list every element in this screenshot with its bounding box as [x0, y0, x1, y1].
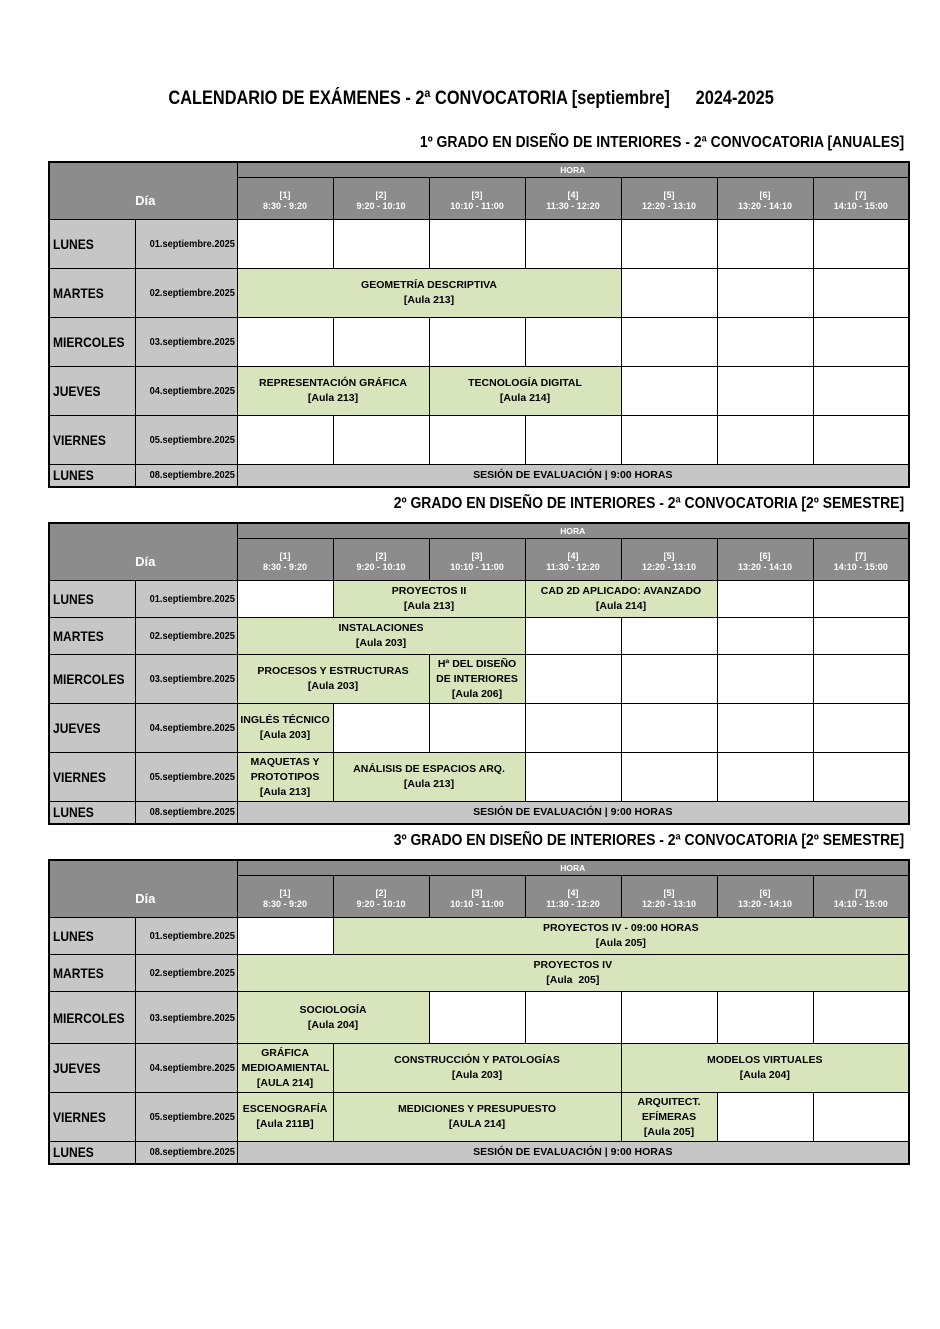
- empty-slot: [621, 655, 717, 704]
- slot-header: [2] 9:20 - 10:10: [333, 178, 429, 220]
- day-name: JUEVES: [49, 704, 135, 753]
- exam-cell: MEDICIONES Y PRESUPUESTO [AULA 214]: [333, 1093, 621, 1142]
- table-row: [49, 318, 909, 367]
- exam-cell: PROYECTOS IV [Aula 205]: [237, 955, 909, 992]
- day-name: LUNES: [49, 220, 135, 269]
- title-year: 2024-2025: [695, 88, 774, 109]
- slot-header: [7] 14:10 - 15:00: [813, 539, 909, 581]
- day-date: 04.septiembre.2025: [135, 1044, 237, 1093]
- day-date: 05.septiembre.2025: [135, 1093, 237, 1142]
- section-title-3: 3º GRADO EN DISEÑO DE INTERIORES - 2ª CONVOCATORIA [2º SEMESTRE]: [393, 832, 904, 849]
- day-date: 03.septiembre.2025: [135, 992, 237, 1044]
- empty-slot: [621, 269, 717, 318]
- exam-cell: MAQUETAS Y PROTOTIPOS [Aula 213]: [237, 753, 333, 802]
- hora-header: HORA: [237, 523, 909, 539]
- empty-slot: [621, 753, 717, 802]
- table-row: [49, 581, 909, 618]
- exam-cell: Hª DEL DISEÑO DE INTERIORES [Aula 206]: [429, 655, 525, 704]
- exam-cell: INSTALACIONES [Aula 203]: [237, 618, 525, 655]
- empty-slot: [525, 416, 621, 465]
- day-date: 08.septiembre.2025: [135, 802, 237, 824]
- empty-slot: [717, 618, 813, 655]
- empty-slot: [333, 318, 429, 367]
- slot-header: [5] 12:20 - 13:10: [621, 876, 717, 918]
- empty-slot: [813, 416, 909, 465]
- slot-header: [4] 11:30 - 12:20: [525, 539, 621, 581]
- empty-slot: [813, 1093, 909, 1142]
- day-name: MARTES: [49, 618, 135, 655]
- hora-header: HORA: [237, 860, 909, 876]
- exam-cell: PROYECTOS IV - 09:00 HORAS [Aula 205]: [333, 918, 909, 955]
- day-name: LUNES: [49, 802, 135, 824]
- empty-slot: [717, 318, 813, 367]
- empty-slot: [237, 416, 333, 465]
- empty-slot: [621, 992, 717, 1044]
- empty-slot: [237, 220, 333, 269]
- table-row: [49, 1142, 909, 1164]
- empty-slot: [237, 318, 333, 367]
- day-date: 02.septiembre.2025: [135, 269, 237, 318]
- day-name: MIERCOLES: [49, 318, 135, 367]
- empty-slot: [813, 618, 909, 655]
- slot-header: [7] 14:10 - 15:00: [813, 178, 909, 220]
- table-row: [49, 1044, 909, 1093]
- slot-header: [6] 13:20 - 14:10: [717, 539, 813, 581]
- empty-slot: [621, 318, 717, 367]
- empty-slot: [717, 655, 813, 704]
- table-row: [49, 465, 909, 487]
- empty-slot: [813, 704, 909, 753]
- day-date: 08.septiembre.2025: [135, 465, 237, 487]
- table-row: [49, 655, 909, 704]
- day-name: LUNES: [49, 1142, 135, 1164]
- table-row: [49, 1093, 909, 1142]
- slot-header: [2] 9:20 - 10:10: [333, 876, 429, 918]
- day-name: LUNES: [49, 918, 135, 955]
- exam-cell: PROCESOS Y ESTRUCTURAS [Aula 203]: [237, 655, 429, 704]
- day-name: LUNES: [49, 581, 135, 618]
- evaluation-session: SESIÓN DE EVALUACIÓN | 9:00 HORAS: [237, 1142, 909, 1164]
- day-date: 02.septiembre.2025: [135, 618, 237, 655]
- empty-slot: [717, 416, 813, 465]
- empty-slot: [429, 704, 525, 753]
- empty-slot: [717, 581, 813, 618]
- empty-slot: [717, 269, 813, 318]
- table-row: [49, 367, 909, 416]
- slot-header: [6] 13:20 - 14:10: [717, 876, 813, 918]
- exam-cell: MODELOS VIRTUALES [Aula 204]: [621, 1044, 909, 1093]
- day-date: 08.septiembre.2025: [135, 1142, 237, 1164]
- empty-slot: [525, 704, 621, 753]
- day-name: JUEVES: [49, 1044, 135, 1093]
- schedule-table-3: [48, 859, 910, 1165]
- day-date: 03.septiembre.2025: [135, 318, 237, 367]
- day-date: 01.septiembre.2025: [135, 918, 237, 955]
- dia-header: Día: [49, 523, 237, 581]
- empty-slot: [621, 618, 717, 655]
- exam-cell: REPRESENTACIÓN GRÁFICA [Aula 213]: [237, 367, 429, 416]
- empty-slot: [813, 655, 909, 704]
- slot-header: [4] 11:30 - 12:20: [525, 876, 621, 918]
- slot-header: [4] 11:30 - 12:20: [525, 178, 621, 220]
- table-row: [49, 802, 909, 824]
- slot-header: [1] 8:30 - 9:20: [237, 876, 333, 918]
- day-name: MARTES: [49, 955, 135, 992]
- empty-slot: [621, 416, 717, 465]
- exam-cell: TECNOLOGÍA DIGITAL [Aula 214]: [429, 367, 621, 416]
- exam-cell: INGLÉS TÉCNICO [Aula 203]: [237, 704, 333, 753]
- slot-header: [3] 10:10 - 11:00: [429, 539, 525, 581]
- empty-slot: [525, 992, 621, 1044]
- empty-slot: [237, 918, 333, 955]
- empty-slot: [525, 655, 621, 704]
- day-date: 04.septiembre.2025: [135, 704, 237, 753]
- slot-header: [5] 12:20 - 13:10: [621, 539, 717, 581]
- empty-slot: [717, 220, 813, 269]
- day-name: VIERNES: [49, 753, 135, 802]
- exam-cell: ARQUITECT. EFÍMERAS [Aula 205]: [621, 1093, 717, 1142]
- empty-slot: [717, 704, 813, 753]
- slot-header: [6] 13:20 - 14:10: [717, 178, 813, 220]
- table-row: [49, 992, 909, 1044]
- empty-slot: [429, 220, 525, 269]
- exam-cell: CAD 2D APLICADO: AVANZADO [Aula 214]: [525, 581, 717, 618]
- day-name: MIERCOLES: [49, 992, 135, 1044]
- slot-header: [3] 10:10 - 11:00: [429, 876, 525, 918]
- empty-slot: [813, 367, 909, 416]
- empty-slot: [813, 581, 909, 618]
- day-date: 02.septiembre.2025: [135, 955, 237, 992]
- slot-header: [1] 8:30 - 9:20: [237, 539, 333, 581]
- table-row: [49, 220, 909, 269]
- empty-slot: [237, 581, 333, 618]
- exam-cell: GEOMETRÍA DESCRIPTIVA [Aula 213]: [237, 269, 621, 318]
- exam-cell: ANÁLISIS DE ESPACIOS ARQ. [Aula 213]: [333, 753, 525, 802]
- section-title-2: 2º GRADO EN DISEÑO DE INTERIORES - 2ª CONVOCATORIA [2º SEMESTRE]: [393, 495, 904, 512]
- dia-header: Día: [49, 162, 237, 220]
- empty-slot: [429, 318, 525, 367]
- schedule-table-2: [48, 522, 910, 825]
- day-date: 01.septiembre.2025: [135, 220, 237, 269]
- empty-slot: [621, 220, 717, 269]
- table-row: [49, 753, 909, 802]
- evaluation-session: SESIÓN DE EVALUACIÓN | 9:00 HORAS: [237, 802, 909, 824]
- empty-slot: [621, 367, 717, 416]
- day-date: 03.septiembre.2025: [135, 655, 237, 704]
- empty-slot: [813, 269, 909, 318]
- slot-header: [7] 14:10 - 15:00: [813, 876, 909, 918]
- day-name: JUEVES: [49, 367, 135, 416]
- empty-slot: [813, 753, 909, 802]
- empty-slot: [813, 220, 909, 269]
- schedule-table-1: [48, 161, 910, 488]
- day-name: LUNES: [49, 465, 135, 487]
- empty-slot: [429, 992, 525, 1044]
- table-row: [49, 618, 909, 655]
- hora-header: HORA: [237, 162, 909, 178]
- exam-cell: GRÁFICA MEDIOAMIENTAL [AULA 214]: [237, 1044, 333, 1093]
- empty-slot: [525, 220, 621, 269]
- table-row: [49, 955, 909, 992]
- empty-slot: [525, 753, 621, 802]
- exam-cell: ESCENOGRAFÍA [Aula 211B]: [237, 1093, 333, 1142]
- empty-slot: [717, 992, 813, 1044]
- slot-header: [5] 12:20 - 13:10: [621, 178, 717, 220]
- table-row: [49, 416, 909, 465]
- section-title-1: 1º GRADO EN DISEÑO DE INTERIORES - 2ª CONVOCATORIA [ANUALES]: [419, 134, 904, 151]
- empty-slot: [621, 704, 717, 753]
- empty-slot: [525, 318, 621, 367]
- empty-slot: [333, 416, 429, 465]
- slot-header: [1] 8:30 - 9:20: [237, 178, 333, 220]
- exam-cell: PROYECTOS II [Aula 213]: [333, 581, 525, 618]
- table-row: [49, 704, 909, 753]
- slot-header: [3] 10:10 - 11:00: [429, 178, 525, 220]
- day-name: VIERNES: [49, 1093, 135, 1142]
- day-date: 01.septiembre.2025: [135, 581, 237, 618]
- dia-header: Día: [49, 860, 237, 918]
- exam-cell: SOCIOLOGÍA [Aula 204]: [237, 992, 429, 1044]
- empty-slot: [333, 704, 429, 753]
- empty-slot: [717, 367, 813, 416]
- slot-header: [2] 9:20 - 10:10: [333, 539, 429, 581]
- day-date: 05.septiembre.2025: [135, 753, 237, 802]
- table-row: [49, 269, 909, 318]
- day-date: 05.septiembre.2025: [135, 416, 237, 465]
- title-text: CALENDARIO DE EXÁMENES - 2ª CONVOCATORIA [septiembre]: [168, 88, 670, 109]
- empty-slot: [525, 618, 621, 655]
- empty-slot: [717, 753, 813, 802]
- exam-cell: CONSTRUCCIÓN Y PATOLOGÍAS [Aula 203]: [333, 1044, 621, 1093]
- evaluation-session: SESIÓN DE EVALUACIÓN | 9:00 HORAS: [237, 465, 909, 487]
- empty-slot: [429, 416, 525, 465]
- empty-slot: [813, 318, 909, 367]
- empty-slot: [813, 992, 909, 1044]
- empty-slot: [717, 1093, 813, 1142]
- empty-slot: [333, 220, 429, 269]
- table-row: [49, 918, 909, 955]
- day-date: 04.septiembre.2025: [135, 367, 237, 416]
- day-name: VIERNES: [49, 416, 135, 465]
- day-name: MIERCOLES: [49, 655, 135, 704]
- page-title: [67, 88, 875, 110]
- day-name: MARTES: [49, 269, 135, 318]
